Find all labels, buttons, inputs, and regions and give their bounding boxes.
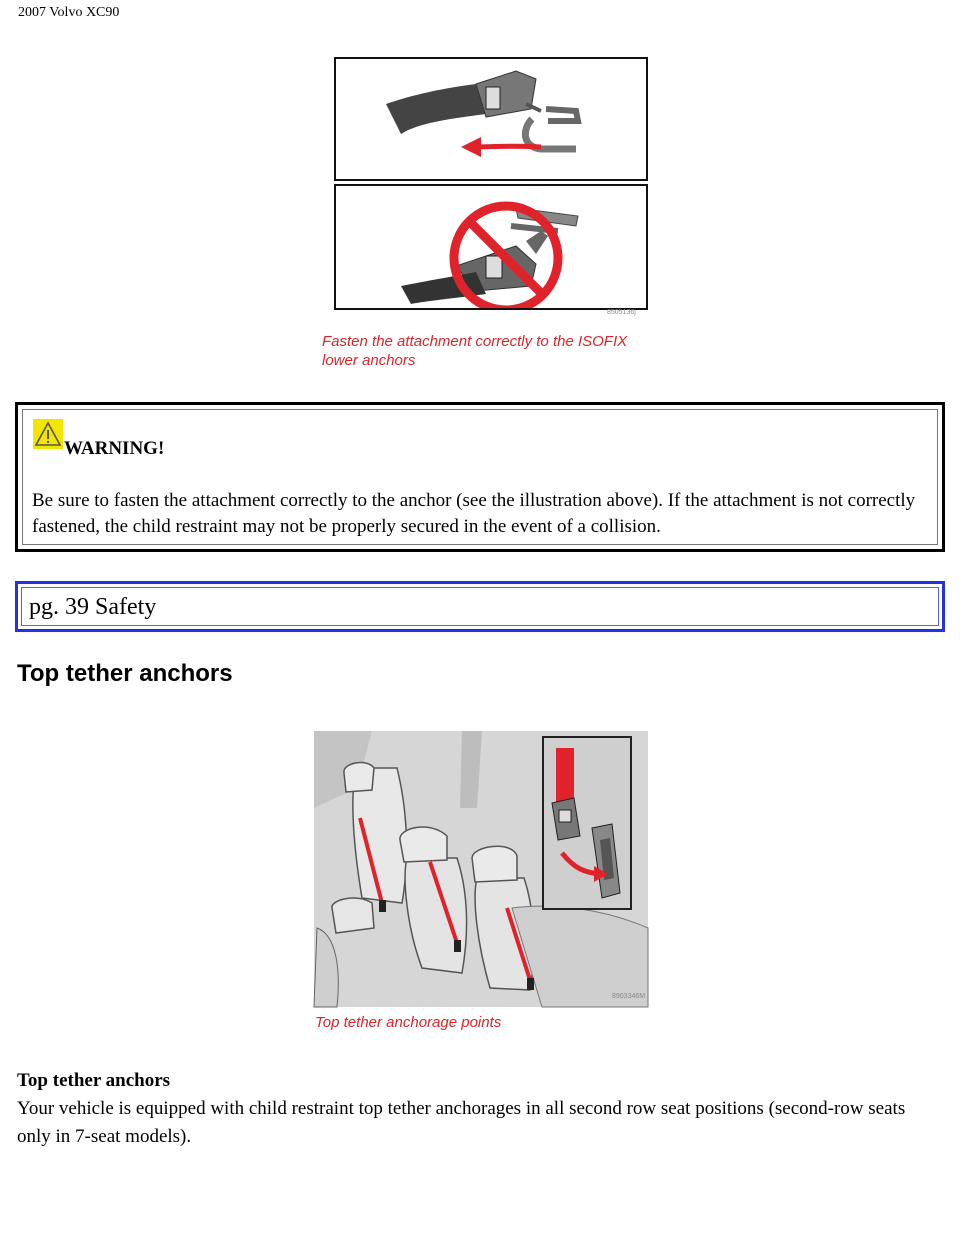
correct-attachment-panel [334, 57, 648, 181]
figure-caption: Fasten the attachment correctly to the ISOFIX lower anchors [322, 333, 628, 369]
warning-text: Be sure to fasten the attachment correctly to the anchor (see the illustration above). If the attachment is not correctly fastened, the child restraint may not be properly secured in the event of a collision. [32, 490, 916, 537]
incorrect-attachment-drawing [336, 186, 646, 308]
body-text: Your vehicle is equipped with child restraint top tether anchorages in all second row seat positions (second-row seats only in 7-seat models). [17, 1098, 906, 1147]
top-tether-illustration [312, 728, 652, 1040]
isofix-illustration [322, 52, 662, 382]
document-header: 2007 Volvo XC90 [18, 5, 120, 20]
section-heading: Top tether anchors [17, 660, 233, 687]
figure-code: 8505136j [607, 309, 636, 316]
incorrect-attachment-panel [334, 184, 648, 310]
page-indicator-text: pg. 39 Safety [29, 594, 157, 620]
warning-box-inner [22, 409, 938, 545]
figure-caption: Top tether anchorage points [315, 1014, 502, 1031]
warning-icon [33, 419, 63, 449]
body-title: Top tether anchors [17, 1070, 171, 1091]
page-indicator-inner [21, 587, 939, 626]
figure-code: 8903346M [612, 993, 646, 1000]
warning-box [15, 402, 945, 552]
top-tether-drawing [312, 728, 652, 1010]
page-indicator-bar [15, 581, 945, 632]
warning-title: WARNING! [64, 438, 165, 459]
correct-attachment-drawing [336, 59, 646, 179]
